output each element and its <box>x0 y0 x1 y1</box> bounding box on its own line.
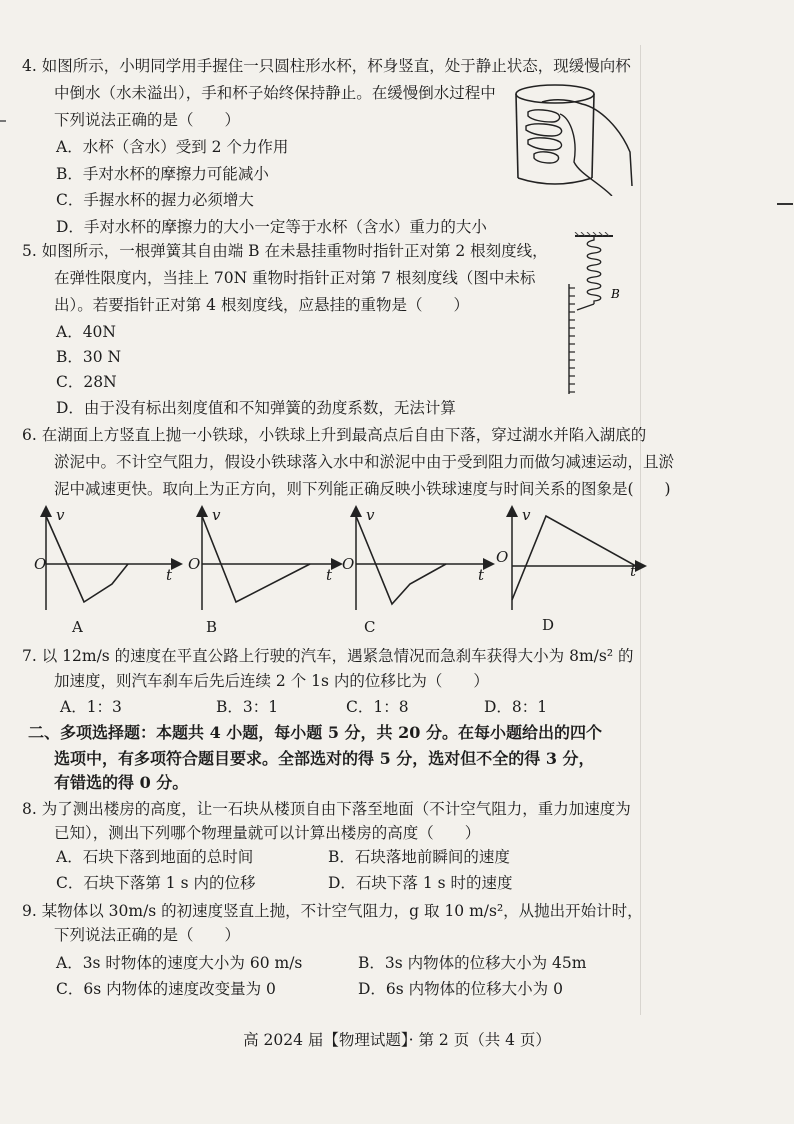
graph-b-letter: B <box>206 618 218 636</box>
margin-mark <box>0 120 6 122</box>
q9-option-b: B．3s 内物体的位移大小为 45m <box>358 954 587 972</box>
q8-option-b: B．石块落地前瞬间的速度 <box>328 848 510 866</box>
graph-d-origin-label: O <box>496 548 509 566</box>
q8-stem-line1: 8. 为了测出楼房的高度，让一石块从楼顶自由下落至地面（不计空气阻力，重力加速度为 <box>22 800 631 818</box>
margin-mark-right <box>777 203 793 205</box>
q5-stem-line2: 在弹性限度内，当挂上 70N 重物时指针正对第 7 根刻度线（图中未标 <box>54 269 536 287</box>
q7-option-c: C．1：8 <box>346 698 409 716</box>
q5-option-c: C．28N <box>56 373 117 391</box>
graph-d <box>512 508 644 610</box>
graph-b-t-label: t <box>326 566 333 584</box>
graph-c-t-label: t <box>478 566 485 584</box>
graph-d-t-label: t <box>630 562 637 580</box>
graph-c-letter: C <box>364 618 376 636</box>
page-footer: 高 2024 届【物理试题】· 第 2 页（共 4 页） <box>243 1031 551 1049</box>
q5-stem-line3: 出）。若要指针正对第 4 根刻度线，应悬挂的重物是（ ） <box>54 296 469 314</box>
q5-option-b: B．30 N <box>56 348 122 366</box>
graph-b <box>202 508 340 610</box>
q9-option-d: D．6s 内物体的位移大小为 0 <box>358 980 563 998</box>
spring-end-label: B <box>611 287 620 301</box>
q6-stem-line2: 淤泥中。不计空气阻力，假设小铁球落入水中和淤泥中由于受到阻力而做匀减速运动，且淤 <box>54 453 675 471</box>
q4-stem-line1: 4. 如图所示，小明同学用手握住一只圆柱形水杯，杯身竖直，处于静止状态，现缓慢向杯 <box>22 57 631 75</box>
q6-stem-line1: 6. 在湖面上方竖直上抛一小铁球，小铁球上升到最高点后自由下落，穿过湖水并陷入湖底的 <box>22 426 647 444</box>
section2-heading-line1: 二、多项选择题：本题共 4 小题，每小题 5 分，共 20 分。在每小题给出的四个 <box>28 723 602 742</box>
q8-stem-line2: 已知），测出下列哪个物理量就可以计算出楼房的高度（ ） <box>54 824 481 842</box>
graph-b-v-label: v <box>212 506 221 524</box>
cup-in-hand-figure <box>508 78 638 196</box>
graph-a <box>46 508 180 610</box>
graph-d-letter: D <box>542 616 555 634</box>
q9-option-a: A．3s 时物体的速度大小为 60 m/s <box>56 954 303 972</box>
q5-stem-line1: 5. 如图所示，一根弹簧其自由端 B 在未悬挂重物时指针正对第 2 根刻度线， <box>22 242 548 260</box>
graph-c-v-label: v <box>366 506 375 524</box>
q4-option-d: D．手对水杯的摩擦力的大小一定等于水杯（含水）重力的大小 <box>56 218 487 236</box>
q8-option-d: D．石块下落 1 s 时的速度 <box>328 874 513 892</box>
graph-a-origin-label: O <box>34 555 47 573</box>
graph-c <box>356 508 492 610</box>
vt-graphs <box>30 502 650 622</box>
q7-option-a: A．1：3 <box>60 698 122 716</box>
q4-option-a: A．水杯（含水）受到 2 个力作用 <box>56 138 289 156</box>
spring-scale-figure <box>555 232 625 402</box>
q9-option-c: C．6s 内物体的速度改变量为 0 <box>56 980 276 998</box>
q7-option-b: B．3：1 <box>216 698 279 716</box>
graph-b-origin-label: O <box>188 555 201 573</box>
q5-option-a: A．40N <box>56 323 116 341</box>
q7-option-d: D．8：1 <box>484 698 548 716</box>
q4-option-c: C．手握水杯的握力必须增大 <box>56 191 254 209</box>
section2-heading-line2: 选项中，有多项符合题目要求。全部选对的得 5 分，选对但不全的得 3 分， <box>54 749 595 768</box>
q5-option-d: D．由于没有标出刻度值和不知弹簧的劲度系数，无法计算 <box>56 399 456 417</box>
q9-stem-line2: 下列说法正确的是（ ） <box>54 926 241 944</box>
q7-stem-line2: 加速度，则汽车刹车后先后连续 2 个 1s 内的位移比为（ ） <box>54 672 489 690</box>
section2-heading-line3: 有错选的得 0 分。 <box>54 773 189 792</box>
graph-d-v-label: v <box>522 506 531 524</box>
q4-stem-line3: 下列说法正确的是（ ） <box>54 111 241 129</box>
q8-option-a: A．石块下落到地面的总时间 <box>56 848 254 866</box>
q7-stem-line1: 7. 以 12m/s 的速度在平直公路上行驶的汽车，遇紧急情况而急刹车获得大小为 8m/s² 的 <box>22 647 634 665</box>
graph-a-letter: A <box>72 618 83 636</box>
q4-option-b: B．手对水杯的摩擦力可能减小 <box>56 165 269 183</box>
q4-stem-line2: 中倒水（水未溢出），手和杯子始终保持静止。在缓慢倒水过程中 <box>54 84 496 102</box>
graph-a-v-label: v <box>56 506 65 524</box>
q9-stem-line1: 9. 某物体以 30m/s 的初速度竖直上抛，不计空气阻力，g 取 10 m/s²，从抛出开始计时， <box>22 902 643 920</box>
graph-c-origin-label: O <box>342 555 355 573</box>
q8-option-c: C．石块下落第 1 s 内的位移 <box>56 874 256 892</box>
q6-stem-line3: 泥中减速更快。取向上为正方向，则下列能正确反映小铁球速度与时间关系的图象是( ) <box>54 480 671 498</box>
graph-a-t-label: t <box>166 566 173 584</box>
